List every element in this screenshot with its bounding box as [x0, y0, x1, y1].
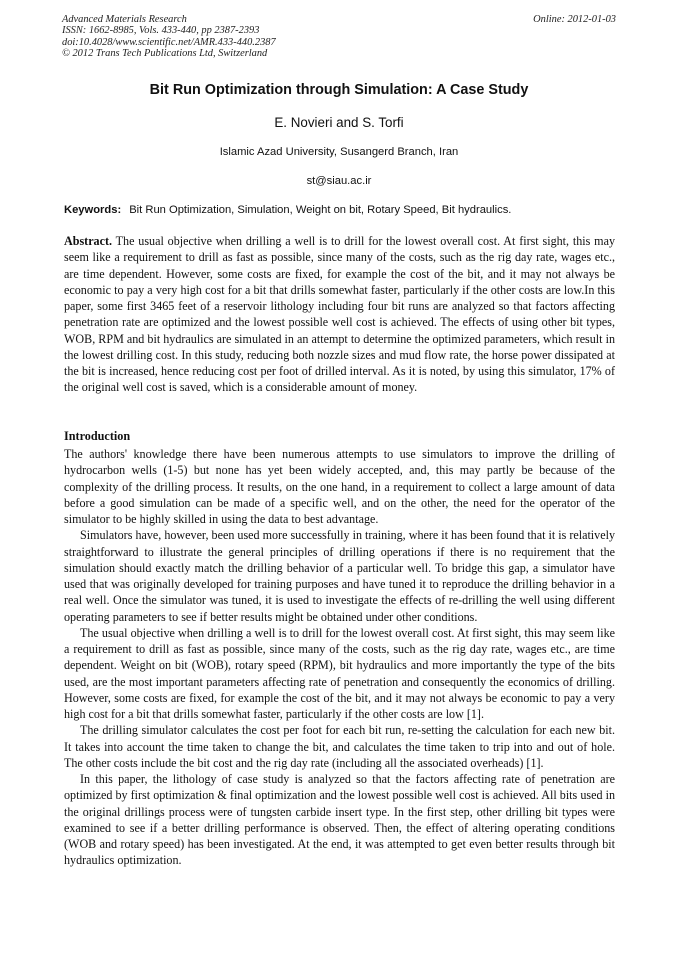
intro-paragraph: In this paper, the lithology of case study is analyzed so that the factors affecting rate of penetration are optimized by first optimization & final optimization and the lowest possible well cost is achieved. All bits used in the original drillings process were of tungsten carbide insert type. In the first step, other drilling bit types were examined to see if a better drilling performance is observed. Then, the effect of altering operating conditions (WOB and rotary speed) has been investigated. At the end, it was attempted to get even better results through bit hydraulics optimization.: [64, 772, 615, 868]
intro-paragraph: The drilling simulator calculates the cost per foot for each bit run, re-setting the calculation for each new bit. It takes into account the time taken to change the bit, and calculates the time taken to trip into and out of hole. The other costs include the bit cost and the rig day rate (including all the associated overheads) [1].: [64, 723, 615, 770]
keywords-text: Bit Run Optimization, Simulation, Weight on bit, Rotary Speed, Bit hydraulics.: [129, 204, 512, 216]
copyright-line: © 2012 Trans Tech Publications Ltd, Switzerland: [62, 48, 268, 60]
introduction-body: [64, 446, 615, 869]
issn-line: ISSN: 1662-8985, Vols. 433-440, pp 2387-2393: [62, 25, 260, 37]
intro-paragraph: Simulators have, however, been used more successfully in training, where it has been found that it is relatively straightforward to illustrate the general principles of drilling operations if there is no requirement that the simulation should exactly match the drilling behavior of a particular well. To bridge this gap, a simulator have used that was originally developed for training purposes and have tuned it to reproduce the drilling behavior in a real well. Once the simulator was tuned, it is used to investigate the effects of re-drilling the well using different operating parameters to see if better results might be obtained under other conditions.: [64, 528, 615, 624]
affiliation: Islamic Azad University, Susangerd Branch, Iran: [219, 146, 459, 158]
keywords-block: [64, 203, 616, 217]
authors: E. Novieri and S. Torfi: [274, 115, 404, 130]
online-date: Online: 2012-01-03: [533, 14, 616, 25]
section-heading-introduction: Introduction: [64, 429, 131, 443]
paper-title: Bit Run Optimization through Simulation: A Case Study: [149, 82, 529, 98]
keywords-label: Keywords:: [64, 204, 122, 216]
intro-paragraph: The authors' knowledge there have been numerous attempts to use simulators to improve the drilling of hydrocarbon wells (1-5) but none has yet been widely accepted, and, this may partly be because of the complexity of the drilling process. It results, on the one hand, in a requirement to collect a large amount of data before a good simulation can be made of a specific well, and on the other, the need for the operator of the simulator to be highly skilled in using the data to best advantage.: [64, 447, 615, 526]
journal-name: Advanced Materials Research: [62, 14, 187, 25]
abstract-label: Abstract.: [64, 234, 113, 248]
email-link[interactable]: st@siau.ac.ir: [306, 175, 372, 187]
doi-line[interactable]: doi:10.4028/www.scientific.net/AMR.433-440.2387: [62, 36, 276, 48]
journal-header: [62, 14, 618, 60]
abstract: [64, 233, 615, 396]
intro-paragraph: The usual objective when drilling a well is to drill for the lowest overall cost. At first sight, this may seem like a requirement to drill as fast as possible, since many of the costs, such as the rig day rate, wages etc., are time dependent. Weight on bit (WOB), rotary speed (RPM), bit hydraulics and more importantly the type of the bits used, are the most important parameters affecting rate of penetration and consequently the economics of drilling. However, some costs are fixed, for example the cost of the bit, and it may not always be economic to pay a very high cost for a bit that drills somewhat faster, particularly if the other costs are low [1].: [64, 625, 615, 721]
abstract-text: The usual objective when drilling a well is to drill for the lowest overall cost. At first sight, this may seem like a requirement to drill as fast as possible, since many of the costs, such as the rig day rate, wages etc., are time dependent. However, some costs are fixed, for example the cost of the bit, and it may not always be economic to pay a very high cost for a bit that drills somewhat faster, particularly if the other costs are low.In this paper, some first 3465 feet of a reservoir lithology including four bit runs are analyzed so that factors affecting penetration rate are optimized and the lowest possible well cost is achieved. The effects of using other bit types, WOB, RPM and bit hydraulics are simulated in an attempt to determine the optimized parameters, which result in the lowest drilling cost. In this study, reducing both nozzle sizes and mud flow rate, the horse power dissipated at the bit is increased, hence reducing cost per foot of drilled interval. As it is noted, by using this simulator, 17% of the original well cost is saved, which is a considerable amount of money.: [64, 234, 616, 395]
